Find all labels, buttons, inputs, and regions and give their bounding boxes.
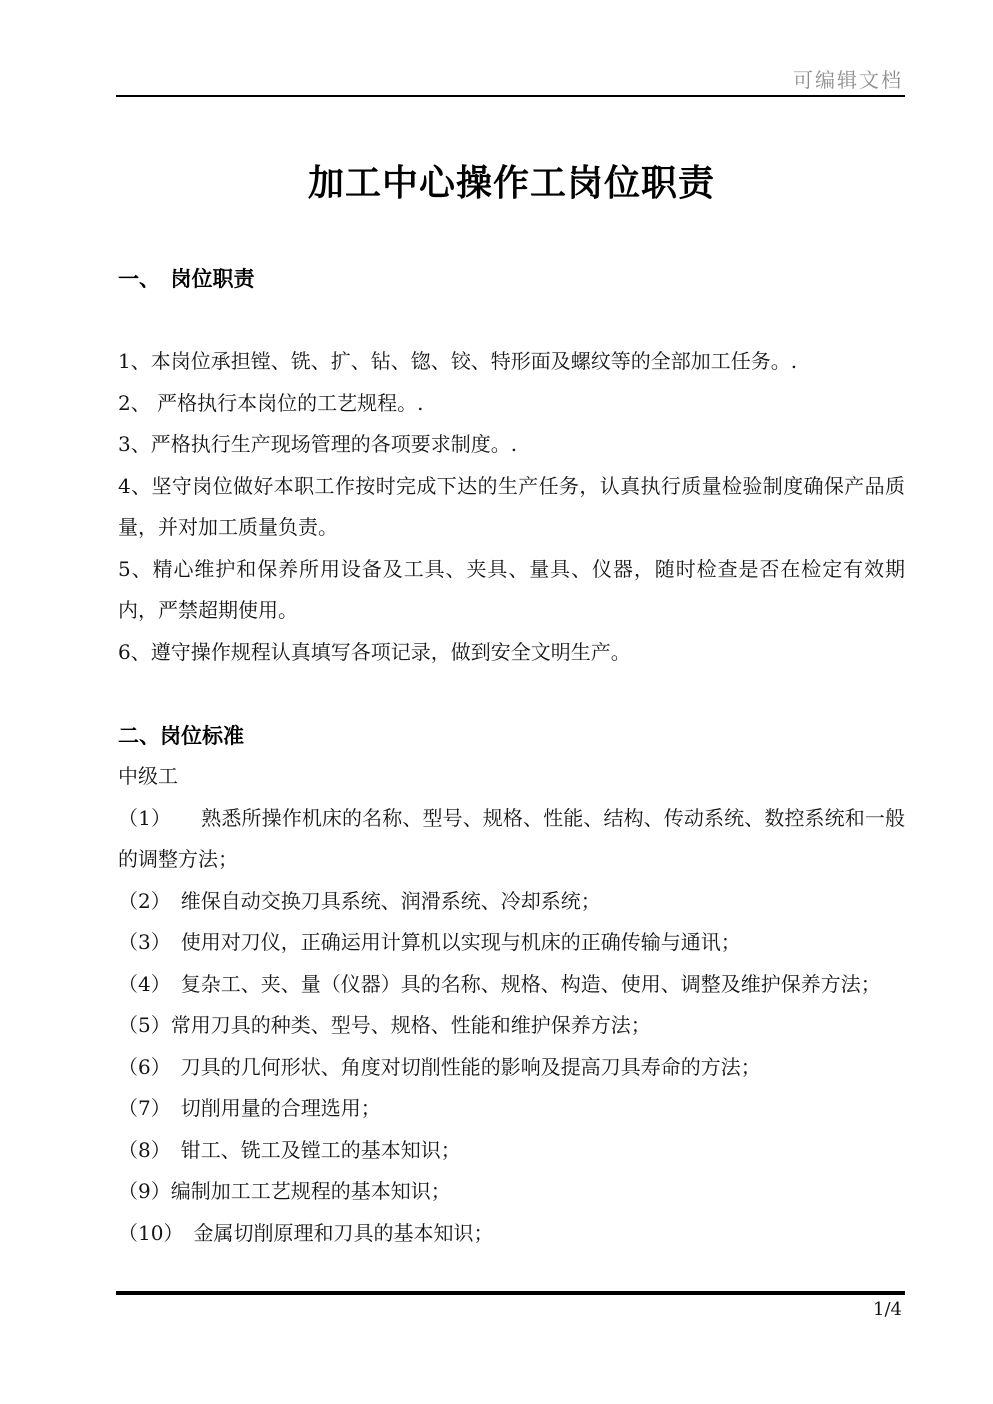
grade-label: 中级工 bbox=[118, 764, 178, 788]
page-number: 1/4 bbox=[873, 1299, 902, 1320]
standard-item-8: （8） 钳工、铣工及镗工的基本知识； bbox=[118, 1137, 461, 1162]
duty-item-2: 2、 严格执行本岗位的工艺规程。. bbox=[118, 390, 424, 415]
section-2-heading: 二、岗位标准 bbox=[118, 722, 244, 748]
standard-item-5: （5）常用刀具的种类、型号、规格、性能和维护保养方法； bbox=[118, 1013, 651, 1037]
standard-item-9: （9）编制加工工艺规程的基本知识； bbox=[118, 1179, 451, 1203]
footer-rule bbox=[116, 1291, 905, 1295]
blank-line bbox=[118, 673, 905, 715]
duty-item-3: 3、严格执行生产现场管理的各项要求制度。. bbox=[118, 432, 518, 456]
header-watermark: 可编辑文档 bbox=[793, 68, 903, 92]
standard-item-1: （1） 熟悉所操作机床的名称、型号、规格、性能、结构、传动系统、数控系统和一般的调整方法； bbox=[118, 805, 905, 871]
standard-item-3: （3） 使用对刀仪，正确运用计算机以实现与机床的正确传输与通讯； bbox=[118, 930, 741, 954]
standard-item-4: （4） 复杂工、夹、量（仪器）具的名称、规格、构造、使用、调整及维护保养方法； bbox=[118, 971, 881, 996]
document-title: 加工中心操作工岗位职责 bbox=[307, 162, 715, 204]
header-rule bbox=[116, 95, 905, 97]
standard-item-10: （10） 金属切削原理和刀具的基本知识； bbox=[118, 1220, 494, 1245]
standard-item-6: （6） 刀具的几何形状、角度对切削性能的影响及提高刀具寿命的方法； bbox=[118, 1054, 761, 1079]
standard-item-2: （2） 维保自动交换刀具系统、润滑系统、冷却系统； bbox=[118, 888, 601, 913]
section-1-heading: 一、 岗位职责 bbox=[118, 266, 255, 291]
blank-line bbox=[118, 300, 905, 342]
duty-item-4: 4、坚守岗位做好本职工作按时完成下达的生产任务，认真执行质量检验制度确保产品质量，并对加工质量负责。 bbox=[118, 473, 905, 539]
duty-item-5: 5、精心维护和保养所用设备及工具、夹具、量具、仪器，随时检查是否在检定有效期内，严禁超期使用。 bbox=[118, 556, 905, 622]
duty-item-1: 1、本岗位承担镗、铣、扩、钻、锪、铰、特形面及螺纹等的全部加工任务。. bbox=[118, 349, 798, 373]
document-body bbox=[118, 258, 905, 1254]
duty-item-6: 6、遵守操作规程认真填写各项记录，做到安全文明生产。 bbox=[118, 639, 631, 664]
standard-item-7: （7） 切削用量的合理选用； bbox=[118, 1096, 381, 1120]
